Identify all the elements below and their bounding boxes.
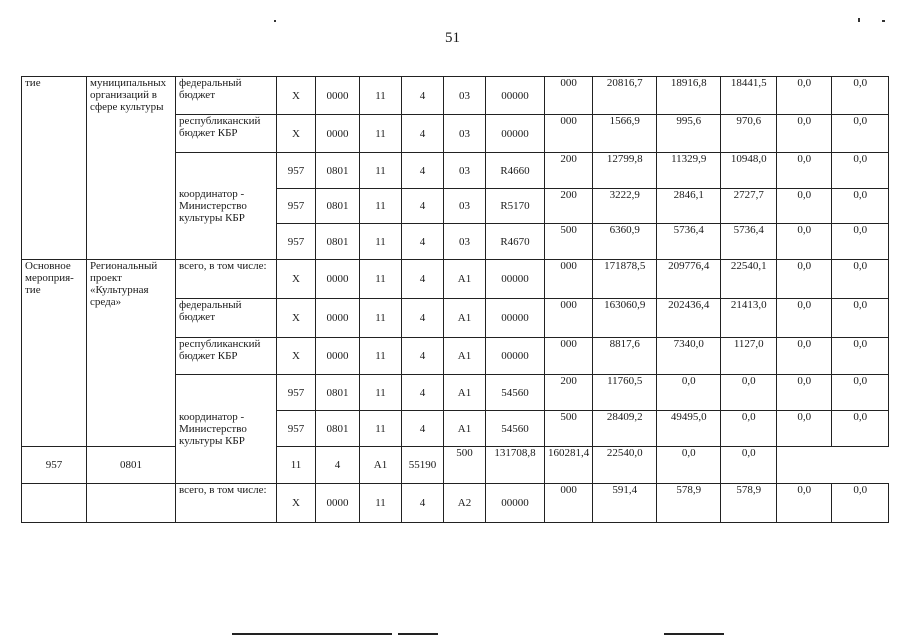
cell-grbs: X <box>277 484 316 523</box>
cell-grbs: X <box>277 77 316 115</box>
cell-v1: 163060,9 <box>593 299 657 338</box>
row-group-name-cell: муниципальных организаций в сфере культуры <box>87 77 176 260</box>
cell-vr: 200 <box>545 189 593 224</box>
cell-grbs: 957 <box>277 153 316 189</box>
cell-c3: 03 <box>444 115 486 153</box>
cell-c4: R4670 <box>486 224 545 260</box>
table-row <box>22 447 889 484</box>
row-group-name-cell: Региональный проект «Культурная среда» <box>87 260 176 447</box>
cell-c1: 11 <box>360 375 402 411</box>
table-row <box>22 484 889 523</box>
cell-v1: 12799,8 <box>593 153 657 189</box>
cell-c4: 00000 <box>486 115 545 153</box>
funding-source-cell: федеральный бюджет <box>176 299 277 338</box>
cell-c1: 11 <box>360 224 402 260</box>
cell-c2: 4 <box>402 338 444 375</box>
cell-rz: 0000 <box>316 115 360 153</box>
cell-vr: 500 <box>545 411 593 447</box>
cell-rz: 0801 <box>316 224 360 260</box>
cell-v4: 0,0 <box>777 299 832 338</box>
cell-c2: 4 <box>402 153 444 189</box>
cell-c2: 4 <box>402 189 444 224</box>
cell-v1: 8817,6 <box>593 338 657 375</box>
cell-vr: 500 <box>545 224 593 260</box>
cell-c1: 11 <box>360 189 402 224</box>
footer-rule <box>232 633 392 635</box>
cell-v3: 22540,1 <box>721 260 777 299</box>
cell-c1: 11 <box>360 260 402 299</box>
cell-c4: 00000 <box>486 338 545 375</box>
cell-v5: 0,0 <box>832 338 889 375</box>
cell-c4: 00000 <box>486 77 545 115</box>
cell-vr: 200 <box>545 153 593 189</box>
funding-source-cell: координатор - Министерство культуры КБР <box>176 375 277 484</box>
cell-v3: 578,9 <box>721 484 777 523</box>
funding-source-cell: всего, в том числе: <box>176 260 277 299</box>
cell-v4: 0,0 <box>777 260 832 299</box>
cell-v2: 160281,4 <box>545 447 593 484</box>
cell-v4: 0,0 <box>777 484 832 523</box>
cell-c2: 4 <box>402 411 444 447</box>
cell-vr: 500 <box>444 447 486 484</box>
cell-v2: 11329,9 <box>657 153 721 189</box>
cell-v5: 0,0 <box>832 375 889 411</box>
cell-v4: 0,0 <box>777 153 832 189</box>
cell-c4: R4660 <box>486 153 545 189</box>
cell-v3: 21413,0 <box>721 299 777 338</box>
cell-vr: 000 <box>545 299 593 338</box>
funding-source-cell: всего, в том числе: <box>176 484 277 523</box>
cell-v1: 11760,5 <box>593 375 657 411</box>
cell-v1: 20816,7 <box>593 77 657 115</box>
cell-v5: 0,0 <box>832 299 889 338</box>
cell-c4: 00000 <box>486 260 545 299</box>
cell-v3: 10948,0 <box>721 153 777 189</box>
cell-vr: 200 <box>545 375 593 411</box>
cell-grbs: 957 <box>277 411 316 447</box>
row-group-type-cell: Основное мероприя-тие <box>22 260 87 447</box>
cell-grbs: X <box>277 260 316 299</box>
cell-v2: 5736,4 <box>657 224 721 260</box>
cell-vr: 000 <box>545 77 593 115</box>
cell-v4: 0,0 <box>777 189 832 224</box>
cell-c1: 11 <box>360 484 402 523</box>
cell-vr: 000 <box>545 115 593 153</box>
cell-rz: 0000 <box>316 299 360 338</box>
cell-v4: 0,0 <box>657 447 721 484</box>
cell-v4: 0,0 <box>777 411 832 447</box>
cell-v1: 28409,2 <box>593 411 657 447</box>
cell-c3: 03 <box>444 189 486 224</box>
cell-c3: 03 <box>444 77 486 115</box>
cell-rz: 0000 <box>316 338 360 375</box>
footer-rule <box>664 633 724 635</box>
cell-v1: 591,4 <box>593 484 657 523</box>
cell-vr: 000 <box>545 484 593 523</box>
cell-c3: A1 <box>444 260 486 299</box>
cell-v1: 3222,9 <box>593 189 657 224</box>
cell-c2: 4 <box>402 224 444 260</box>
row-group-name-cell <box>87 484 176 523</box>
cell-c1: 11 <box>360 338 402 375</box>
cell-c2: 4 <box>402 484 444 523</box>
cell-v4: 0,0 <box>777 115 832 153</box>
cell-v2: 578,9 <box>657 484 721 523</box>
cell-v5: 0,0 <box>832 115 889 153</box>
cell-v5: 0,0 <box>832 484 889 523</box>
funding-source-cell: республиканский бюджет КБР <box>176 115 277 153</box>
cell-v3: 0,0 <box>721 375 777 411</box>
table-row <box>22 260 889 299</box>
cell-v5: 0,0 <box>721 447 777 484</box>
cell-v3: 0,0 <box>721 411 777 447</box>
cell-vr: 000 <box>545 338 593 375</box>
cell-v3: 970,6 <box>721 115 777 153</box>
cell-v5: 0,0 <box>832 411 889 447</box>
cell-c3: A1 <box>444 299 486 338</box>
cell-v2: 18916,8 <box>657 77 721 115</box>
cell-v5: 0,0 <box>832 77 889 115</box>
cell-v1: 131708,8 <box>486 447 545 484</box>
cell-v2: 49495,0 <box>657 411 721 447</box>
cell-c4: R5170 <box>486 189 545 224</box>
row-group-type-cell: тие <box>22 77 87 260</box>
cell-c2: 4 <box>402 375 444 411</box>
cell-v2: 202436,4 <box>657 299 721 338</box>
scan-speck <box>274 20 276 22</box>
funding-source-cell: федеральный бюджет <box>176 77 277 115</box>
cell-c3: 03 <box>444 224 486 260</box>
cell-rz: 0000 <box>316 260 360 299</box>
cell-v2: 7340,0 <box>657 338 721 375</box>
cell-rz: 0801 <box>316 153 360 189</box>
cell-c1: 11 <box>360 299 402 338</box>
cell-v5: 0,0 <box>832 260 889 299</box>
cell-c1: 11 <box>360 153 402 189</box>
cell-rz: 0801 <box>87 447 176 484</box>
cell-grbs: 957 <box>22 447 87 484</box>
cell-grbs: X <box>277 299 316 338</box>
cell-c1: 11 <box>360 115 402 153</box>
cell-v4: 0,0 <box>777 338 832 375</box>
cell-c4: 54560 <box>486 375 545 411</box>
cell-c2: 4 <box>316 447 360 484</box>
cell-c3: 03 <box>444 153 486 189</box>
cell-grbs: X <box>277 338 316 375</box>
cell-v3: 22540,0 <box>593 447 657 484</box>
cell-grbs: 957 <box>277 189 316 224</box>
cell-v4: 0,0 <box>777 375 832 411</box>
cell-c2: 4 <box>402 260 444 299</box>
cell-v3: 5736,4 <box>721 224 777 260</box>
cell-vr: 000 <box>545 260 593 299</box>
cell-v4: 0,0 <box>777 224 832 260</box>
cell-rz: 0801 <box>316 189 360 224</box>
cell-c4: 55190 <box>402 447 444 484</box>
cell-c2: 4 <box>402 77 444 115</box>
cell-v3: 2727,7 <box>721 189 777 224</box>
cell-grbs: 957 <box>277 224 316 260</box>
cell-v2: 2846,1 <box>657 189 721 224</box>
cell-c1: 11 <box>360 77 402 115</box>
cell-v3: 1127,0 <box>721 338 777 375</box>
footer-rule <box>398 633 438 635</box>
page-number: 51 <box>445 30 460 46</box>
cell-c3: A2 <box>444 484 486 523</box>
cell-c4: 00000 <box>486 299 545 338</box>
budget-table <box>21 76 889 523</box>
cell-v4: 0,0 <box>777 77 832 115</box>
scan-speck <box>858 18 860 22</box>
cell-grbs: 957 <box>277 375 316 411</box>
cell-c4: 00000 <box>486 484 545 523</box>
cell-v1: 171878,5 <box>593 260 657 299</box>
cell-c3: A1 <box>444 411 486 447</box>
cell-v5: 0,0 <box>832 189 889 224</box>
cell-c1: 11 <box>277 447 316 484</box>
cell-v1: 1566,9 <box>593 115 657 153</box>
cell-c3: A1 <box>444 338 486 375</box>
cell-v2: 995,6 <box>657 115 721 153</box>
cell-c3: A1 <box>444 375 486 411</box>
cell-v5: 0,0 <box>832 224 889 260</box>
cell-c3: A1 <box>360 447 402 484</box>
cell-v3: 18441,5 <box>721 77 777 115</box>
funding-source-cell: координатор - Министерство культуры КБР <box>176 153 277 260</box>
cell-v2: 0,0 <box>657 375 721 411</box>
cell-c1: 11 <box>360 411 402 447</box>
cell-rz: 0801 <box>316 411 360 447</box>
cell-rz: 0801 <box>316 375 360 411</box>
cell-v2: 209776,4 <box>657 260 721 299</box>
cell-rz: 0000 <box>316 77 360 115</box>
cell-v5: 0,0 <box>832 153 889 189</box>
cell-c2: 4 <box>402 115 444 153</box>
cell-grbs: X <box>277 115 316 153</box>
table-row <box>22 77 889 115</box>
cell-c4: 54560 <box>486 411 545 447</box>
funding-source-cell: республиканский бюджет КБР <box>176 338 277 375</box>
cell-c2: 4 <box>402 299 444 338</box>
scan-speck <box>882 20 885 22</box>
cell-rz: 0000 <box>316 484 360 523</box>
row-group-type-cell <box>22 484 87 523</box>
cell-v1: 6360,9 <box>593 224 657 260</box>
